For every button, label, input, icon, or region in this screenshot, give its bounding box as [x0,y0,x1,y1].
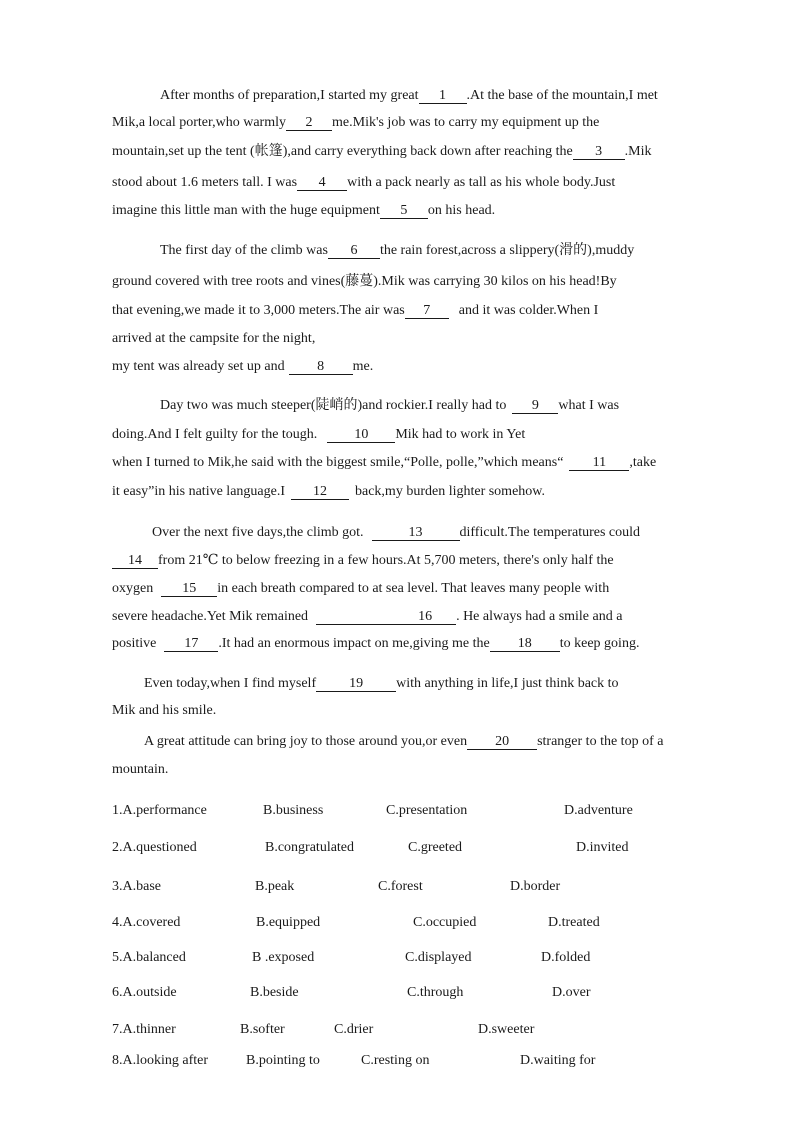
answer-blank: 5 [380,203,428,219]
passage-text: doing.And I felt guilty for the tough. [112,427,318,442]
option-c: C.presentation [386,803,468,818]
passage-text: what I was [558,398,620,413]
option-a: 6.A.outside [112,985,177,1000]
answer-blank: 10 [327,427,395,443]
passage-text: on his head. [427,203,496,218]
option-b: B.business [263,803,324,818]
option-d: D.treated [548,915,600,930]
option-c: C.forest [378,879,423,894]
passage-line [112,302,598,320]
passage-text: Mik had to work in Yet [395,427,526,442]
option-b: B.softer [240,1022,285,1037]
passage-line [160,397,619,415]
passage-text: mountain. [112,762,169,777]
passage-text: severe headache.Yet Mik remained [112,609,309,624]
passage-line [112,426,525,444]
passage-line [144,733,663,751]
passage-text: the rain forest,across a slippery(滑的),muddy [379,243,635,258]
passage-text: .It had an enormous impact on me,giving me the [218,636,490,651]
passage-line [112,202,495,220]
passage-text: . He always had a smile and a [456,609,623,624]
option-b: B.beside [250,985,299,1000]
passage-line [112,483,545,501]
answer-blank: 12 [291,484,349,500]
answer-blank: 13 [372,525,460,541]
passage-text: to keep going. [559,636,640,651]
option-a: 5.A.balanced [112,950,186,965]
option-a: 2.A.questioned [112,840,197,855]
passage-text: and it was colder.When I [458,303,599,318]
passage-line [160,87,658,105]
option-d: D.invited [576,840,629,855]
option-a: 7.A.thinner [112,1022,176,1037]
passage-text: .Mik [624,144,652,159]
passage-line [160,242,634,260]
passage-line [112,454,656,472]
option-b: B.peak [255,879,295,894]
passage-text: in each breath compared to at sea level. That leaves many people with [217,581,610,596]
option-b: B.equipped [256,915,321,930]
option-d: D.waiting for [520,1053,596,1068]
passage-line [112,174,615,192]
option-c: C.drier [334,1022,374,1037]
option-c: C.greeted [408,840,463,855]
answer-blank: 15 [161,581,217,597]
passage-text: me. [352,359,374,374]
passage-text: with anything in life,I just think back to [396,676,619,691]
answer-blank: 17 [164,636,218,652]
answer-blank: 7 [405,303,449,319]
passage-line [112,608,622,626]
passage-line [112,114,599,132]
answer-blank: 18 [490,636,560,652]
answer-blank: 8 [289,359,353,375]
passage-line [112,143,652,161]
option-d: D.adventure [564,803,633,818]
passage-text: Mik and his smile. [112,703,217,718]
passage-text: with a pack nearly as tall as his whole body.Just [347,175,616,190]
answer-blank: 11 [569,455,629,471]
passage-text: that evening,we made it to 3,000 meters.The air was [112,303,405,318]
option-d: D.over [552,985,591,1000]
passage-text: stranger to the top of a [537,734,664,749]
passage-text: .At the base of the mountain,I met [466,88,658,103]
passage-text: After months of preparation,I started my great [160,88,419,103]
passage-text: when I turned to Mik,he said with the biggest smile,“Polle, polle,”which means“ [112,455,564,470]
passage-text: back,my burden lighter somehow. [355,484,545,499]
option-d: D.folded [541,950,591,965]
answer-blank: 4 [297,175,347,191]
passage-line [112,273,617,291]
option-d: D.border [510,879,561,894]
option-a: 8.A.looking after [112,1053,209,1068]
option-c: C.displayed [405,950,472,965]
passage-text: positive [112,636,157,651]
option-a: 1.A.performance [112,803,207,818]
option-d: D.sweeter [478,1022,535,1037]
passage-text: difficult.The temperatures could [459,525,641,540]
option-c: C.resting on [361,1053,430,1068]
option-a: 3.A.base [112,879,161,894]
passage-text: oxygen [112,581,154,596]
option-a: 4.A.covered [112,915,181,930]
option-b: B.congratulated [265,840,355,855]
answer-blank: 2 [286,115,332,131]
passage-text: ,take [629,455,657,470]
answer-blank: 16 [316,609,456,625]
passage-line [112,358,373,376]
passage-line [112,702,216,720]
passage-text: A great attitude can bring joy to those around you,or even [144,734,468,749]
option-c: C.through [407,985,464,1000]
passage-text: arrived at the campsite for the night, [112,331,316,346]
option-b: B .exposed [252,950,315,965]
passage-text: me.Mik's job was to carry my equipment up the [332,115,600,130]
passage-line [112,330,315,348]
answer-blank: 6 [328,243,380,259]
answer-blank: 3 [573,144,625,160]
option-c: C.occupied [413,915,477,930]
answer-blank: 9 [512,398,558,414]
passage-line [112,635,639,653]
passage-text: imagine this little man with the huge equipment [112,203,380,218]
answer-blank: 14 [112,553,158,569]
answer-blank: 1 [419,88,467,104]
passage-line [152,524,640,542]
passage-text: stood about 1.6 meters tall. I was [112,175,298,190]
passage-text: Even today,when I find myself [144,676,317,691]
passage-line [112,552,614,570]
passage-text: Over the next five days,the climb got. [152,525,364,540]
passage-text: ground covered with tree roots and vines(藤蔓).Mik was carrying 30 kilos on his head!By [112,274,617,289]
passage-line [112,580,609,598]
answer-blank: 20 [467,734,537,750]
passage-text: mountain,set up the tent (帐篷),and carry everything back down after reaching the [112,144,573,159]
passage-text: The first day of the climb was [160,243,328,258]
passage-line [144,675,619,693]
option-b: B.pointing to [246,1053,320,1068]
passage-text: Mik,a local porter,who warmly [112,115,287,130]
answer-blank: 19 [316,676,396,692]
passage-text: Day two was much steeper(陡峭的)and rockier.I really had to [160,398,507,413]
passage-text: it easy”in his native language.I [112,484,285,499]
passage-text: my tent was already set up and [112,359,285,374]
passage-text: from 21℃ to below freezing in a few hours.At 5,700 meters, there's only half the [158,553,614,568]
passage-line [112,761,168,779]
